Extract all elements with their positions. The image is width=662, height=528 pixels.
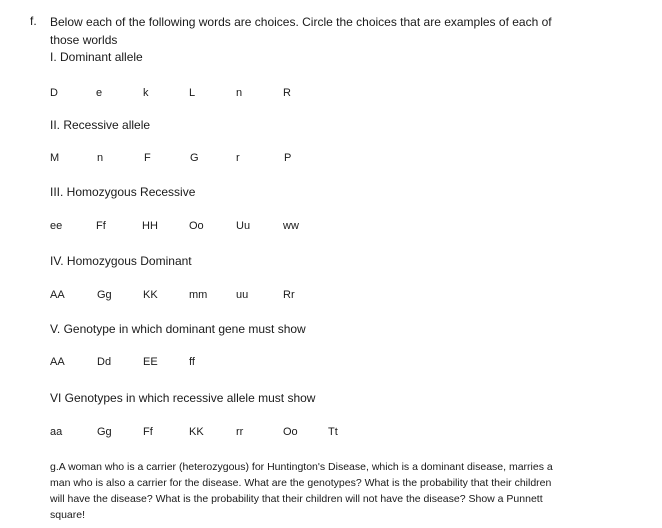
choice-item[interactable]: AA [50,289,65,301]
choice-item[interactable]: KK [143,289,158,301]
choice-item[interactable]: Rr [283,289,295,301]
section-heading-recessive-allele-must-show: VI Genotypes in which recessive allele must show [50,391,316,405]
choice-item[interactable]: Ff [96,220,106,232]
choice-item[interactable]: Oo [283,426,298,438]
choice-item[interactable]: Ff [143,426,153,438]
choice-item[interactable]: Dd [97,356,112,368]
question-label: f. [30,14,37,28]
section-heading-homozygous-dominant: IV. Homozygous Dominant [50,254,192,268]
choice-item[interactable]: L [189,87,196,99]
section-heading-dominant-gene-must-show: V. Genotype in which dominant gene must show [50,322,306,336]
choice-item[interactable]: aa [50,426,63,438]
question-intro-line1: Below each of the following words are choices. Circle the choices that are examples of each of [50,15,552,29]
choice-item[interactable]: ww [283,220,299,232]
choice-item[interactable]: F [144,152,151,164]
choice-item[interactable]: n [97,152,104,164]
choice-item[interactable]: uu [236,289,249,301]
choice-item[interactable]: mm [189,289,208,301]
choice-item[interactable]: KK [189,426,204,438]
choice-item[interactable]: k [143,87,149,99]
problem-g-line2: man who is also a carrier for the disease. What are the genotypes? What is the probability that their children [50,477,552,489]
choice-item[interactable]: HH [142,220,158,232]
choice-item[interactable]: e [96,87,103,99]
choice-item[interactable]: M [50,152,60,164]
choice-item[interactable]: Gg [97,426,112,438]
choice-item[interactable]: ff [189,356,195,368]
choice-item[interactable]: D [50,87,58,99]
choice-item[interactable]: r [236,152,240,164]
choice-item[interactable]: Oo [189,220,204,232]
choice-item[interactable]: G [190,152,199,164]
section-heading-homozygous-recessive: III. Homozygous Recessive [50,185,196,199]
choice-item[interactable]: R [283,87,291,99]
problem-g-line3: will have the disease? What is the probability that their children will not have the disease? Show a Punnett [50,493,543,505]
problem-g-line1: g.A woman who is a carrier (heterozygous) for Huntington's Disease, which is a dominant disease, marries a [50,461,553,473]
choice-item[interactable]: rr [236,426,244,438]
choice-item[interactable]: P [284,152,292,164]
choice-item[interactable]: Gg [97,289,112,301]
choice-item[interactable]: ee [50,220,63,232]
choice-item[interactable]: Uu [236,220,251,232]
choice-item[interactable]: Tt [328,426,338,438]
section-heading-recessive-allele: II. Recessive allele [50,118,151,132]
question-intro-line2: those worlds [50,33,118,47]
choice-item[interactable]: EE [143,356,158,368]
section-heading-dominant-allele: I. Dominant allele [50,50,143,64]
choice-item[interactable]: AA [50,356,65,368]
choice-item[interactable]: n [236,87,243,99]
problem-g-line4: square! [50,509,86,521]
